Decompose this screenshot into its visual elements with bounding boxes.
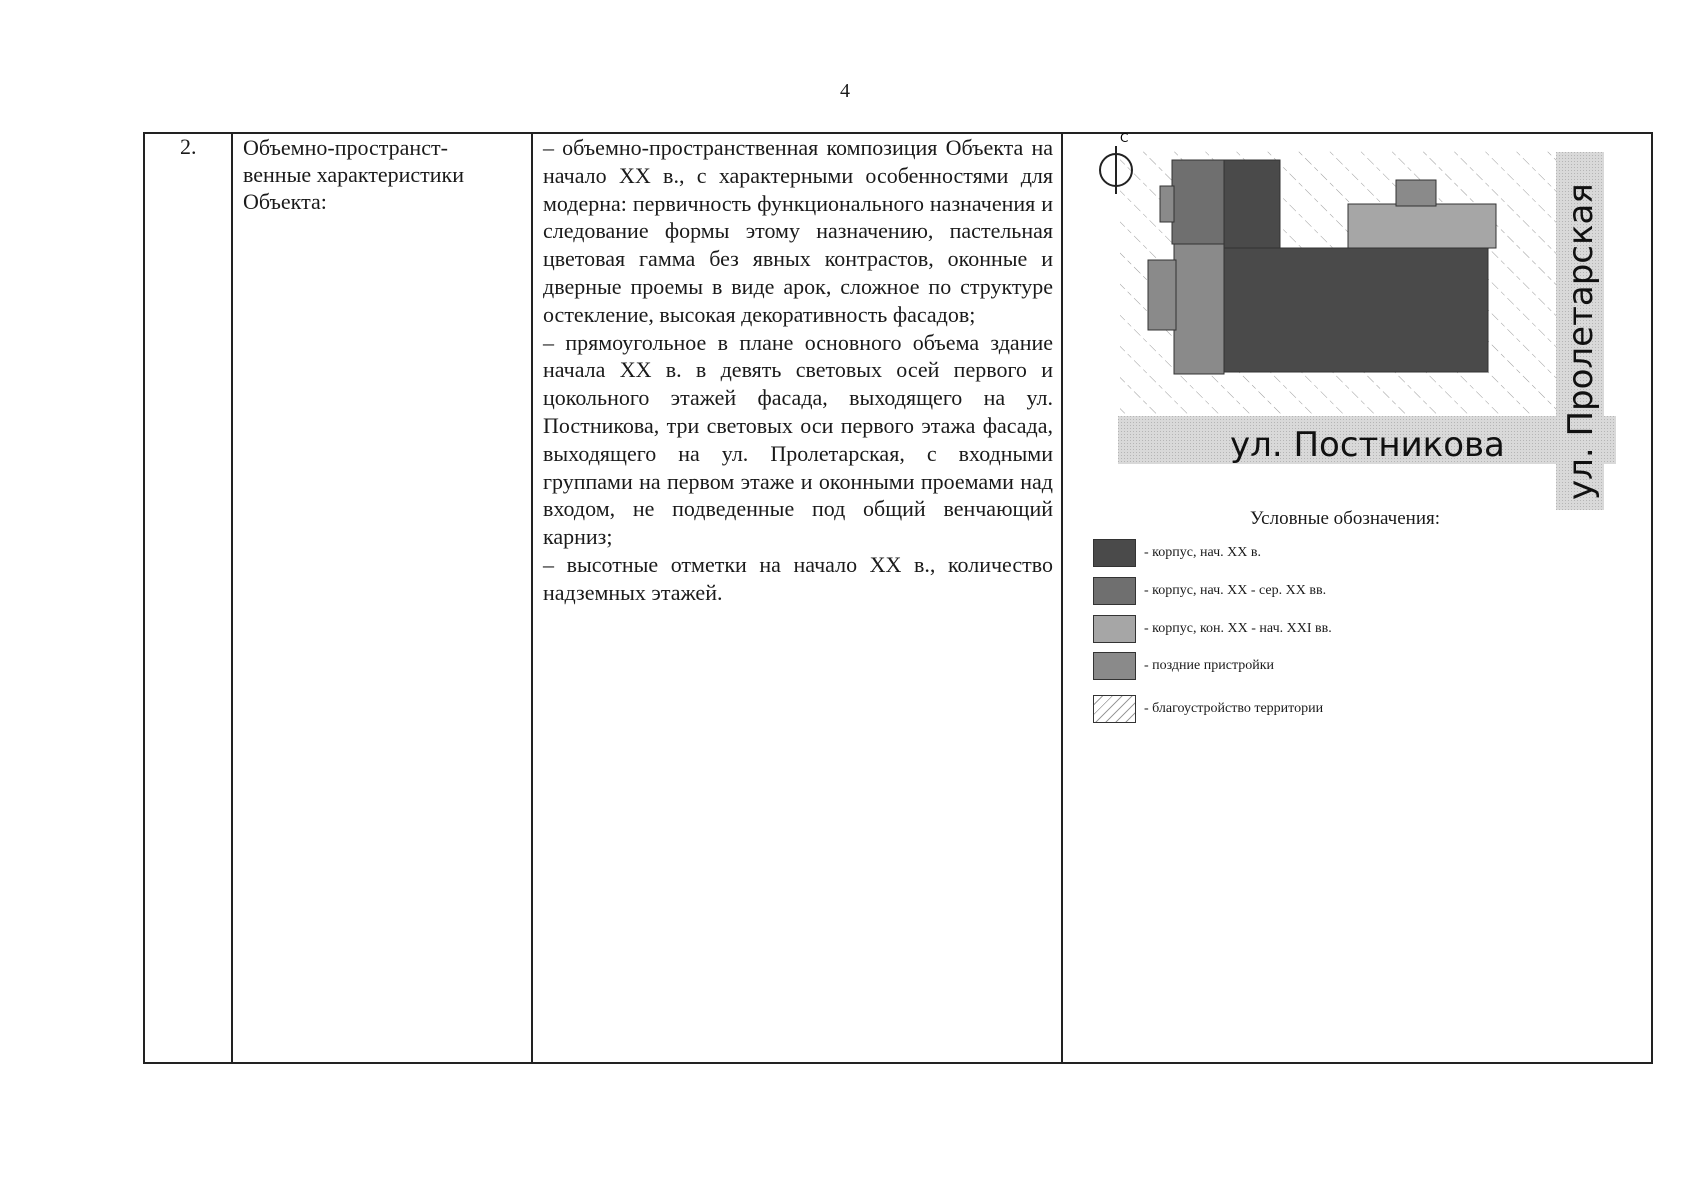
building-light-block	[1348, 204, 1496, 248]
legend-swatch	[1093, 652, 1136, 680]
building-main	[1224, 248, 1488, 372]
row-name-line: Объемно-пространст-	[243, 135, 448, 160]
legend-label: - корпус, нач. XX - сер. XX вв.	[1144, 583, 1327, 598]
page-number: 4	[840, 80, 850, 102]
site-plan-diagram	[1090, 130, 1630, 510]
row-name-line: Объекта:	[243, 189, 327, 214]
legend-label: - благоустройство территории	[1144, 701, 1324, 716]
legend-swatch-hatch	[1093, 695, 1136, 723]
description-paragraph: – прямоугольное в плане основного объема здание начала XX в. в девять световых осей первого и цокольного этажей фасада, выходящего на ул. Постникова, три световых оси первого этажа фасада, выходящего на ул. Пролетарская, с входными группами на первом этаже и оконными проемами над входом, не подведенные под общий венчающий карниз;	[543, 329, 1053, 550]
legend-label: - корпус, нач. XX в.	[1144, 545, 1261, 560]
legend-title: Условные обозначения:	[1250, 508, 1441, 529]
legend-item	[1093, 651, 1274, 681]
street-label-postnikova: ул. Постникова	[1230, 425, 1505, 465]
annex-left-a	[1160, 186, 1174, 222]
building-tower	[1224, 160, 1280, 250]
building-left-lower	[1174, 244, 1224, 374]
legend-label: - корпус, кон. XX - нач. XXI вв.	[1144, 621, 1332, 636]
legend-label: - поздние пристройки	[1144, 658, 1275, 673]
column-divider	[231, 134, 233, 1062]
row-description	[543, 134, 1053, 607]
annex-left-b	[1148, 260, 1176, 330]
legend-swatch	[1093, 539, 1136, 567]
column-divider	[531, 134, 533, 1062]
north-label: С	[1120, 131, 1129, 145]
legend-item	[1093, 694, 1323, 724]
column-divider	[1061, 134, 1063, 1062]
description-paragraph: – объемно-пространственная композиция Объекта на начало XX в., с характерными особенностями для модерна: первичность функционального назначения и следование формы этому назначению, пастельная цветовая гамма без явных контрастов, оконные и дверные проемы в виде арок, сложное по структуре остекление, высокая декоративность фасадов;	[543, 135, 1053, 327]
annex-top-small	[1396, 180, 1436, 206]
row-name	[243, 134, 533, 215]
building-left-upper	[1172, 160, 1224, 244]
description-paragraph: – высотные отметки на начало XX в., количество надземных этажей.	[543, 551, 1053, 605]
legend-item	[1093, 614, 1332, 644]
row-name-line: венные характеристики	[243, 162, 465, 187]
row-number: 2.	[180, 134, 197, 159]
legend-item	[1093, 576, 1326, 606]
legend-swatch	[1093, 577, 1136, 605]
legend-item	[1093, 538, 1261, 568]
legend-swatch	[1093, 615, 1136, 643]
street-label-proletarskaya: ул. Пролетарская	[1561, 183, 1601, 500]
